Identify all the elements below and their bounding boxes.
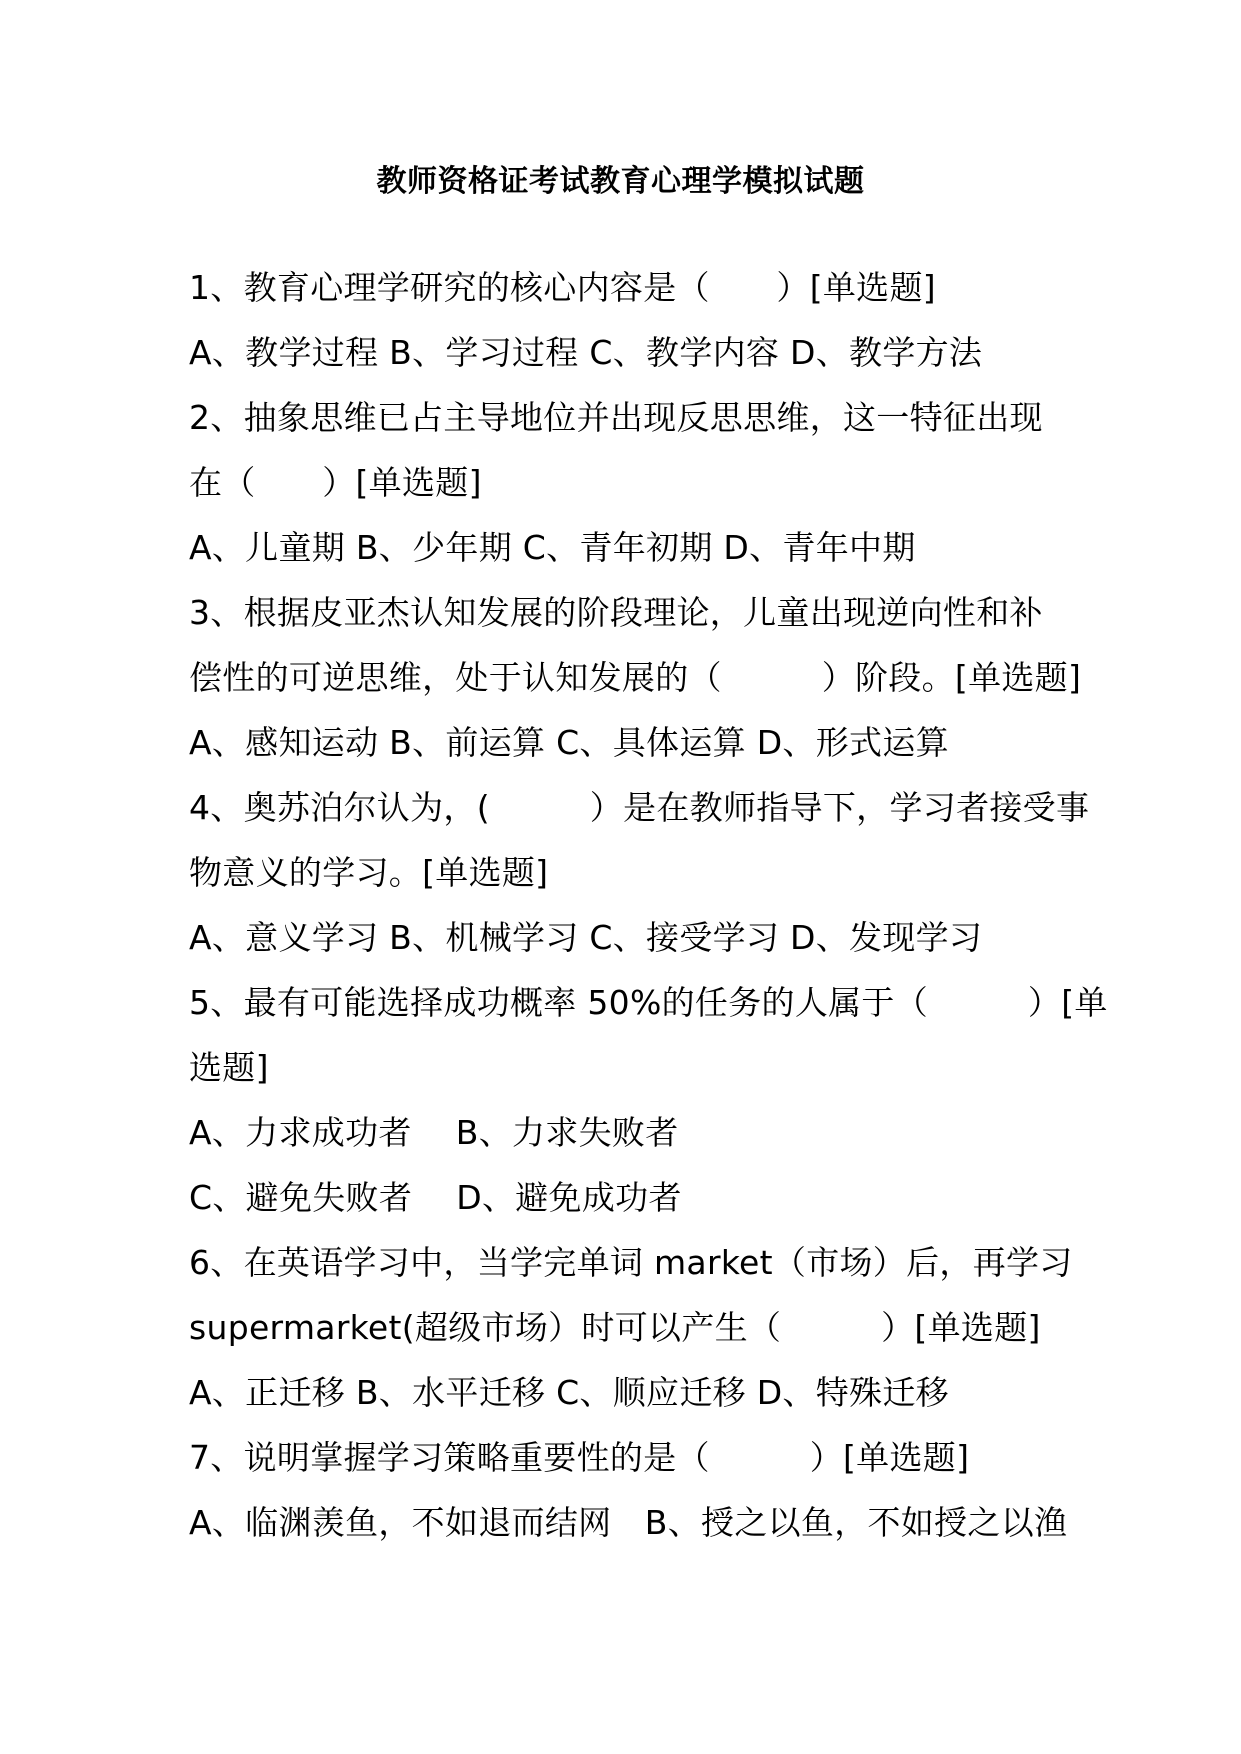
question-6-text: 6、在英语学习中，当学完单词 market（市场）后，再学习 bbox=[189, 1243, 1073, 1282]
question-1-text: 1、教育心理学研究的核心内容是（ ）[单选题] bbox=[189, 268, 936, 307]
page-title: 教师资格证考试教育心理学模拟试题 bbox=[376, 164, 865, 199]
question-7-options: A、临渊羡鱼，不如退而结网 B、授之以鱼，不如授之以渔 bbox=[189, 1503, 1068, 1542]
question-list bbox=[189, 255, 1108, 1555]
question-5-text: 5、最有可能选择成功概率 50%的任务的人属于（ ）[单 bbox=[189, 983, 1108, 1022]
question-5-options-cd: C、避免失败者 D、避免成功者 bbox=[189, 1178, 682, 1217]
question-4-text-continued: 物意义的学习。[单选题] bbox=[189, 853, 549, 892]
question-2-text-continued: 在（ ）[单选题] bbox=[189, 463, 482, 502]
question-3-options: A、感知运动 B、前运算 C、具体运算 D、形式运算 bbox=[189, 723, 949, 762]
question-5-text-continued: 选题] bbox=[189, 1048, 269, 1087]
question-1-options: A、教学过程 B、学习过程 C、教学内容 D、教学方法 bbox=[189, 333, 983, 372]
question-4-options: A、意义学习 B、机械学习 C、接受学习 D、发现学习 bbox=[189, 918, 983, 957]
question-2-text: 2、抽象思维已占主导地位并出现反思思维，这一特征出现 bbox=[189, 398, 1043, 437]
question-3-text: 3、根据皮亚杰认知发展的阶段理论，儿童出现逆向性和补 bbox=[189, 593, 1043, 632]
question-3-text-continued: 偿性的可逆思维，处于认知发展的（ ）阶段。[单选题] bbox=[189, 658, 1082, 697]
question-6-options: A、正迁移 B、水平迁移 C、顺应迁移 D、特殊迁移 bbox=[189, 1373, 949, 1412]
question-4-text: 4、奥苏泊尔认为，( ）是在教师指导下，学习者接受事 bbox=[189, 788, 1090, 827]
question-7-text: 7、说明掌握学习策略重要性的是（ ）[单选题] bbox=[189, 1438, 970, 1477]
question-2-options: A、儿童期 B、少年期 C、青年初期 D、青年中期 bbox=[189, 528, 916, 567]
question-6-text-continued: supermarket(超级市场）时可以产生（ ）[单选题] bbox=[189, 1308, 1041, 1347]
question-5-options-ab: A、力求成功者 B、力求失败者 bbox=[189, 1113, 679, 1152]
